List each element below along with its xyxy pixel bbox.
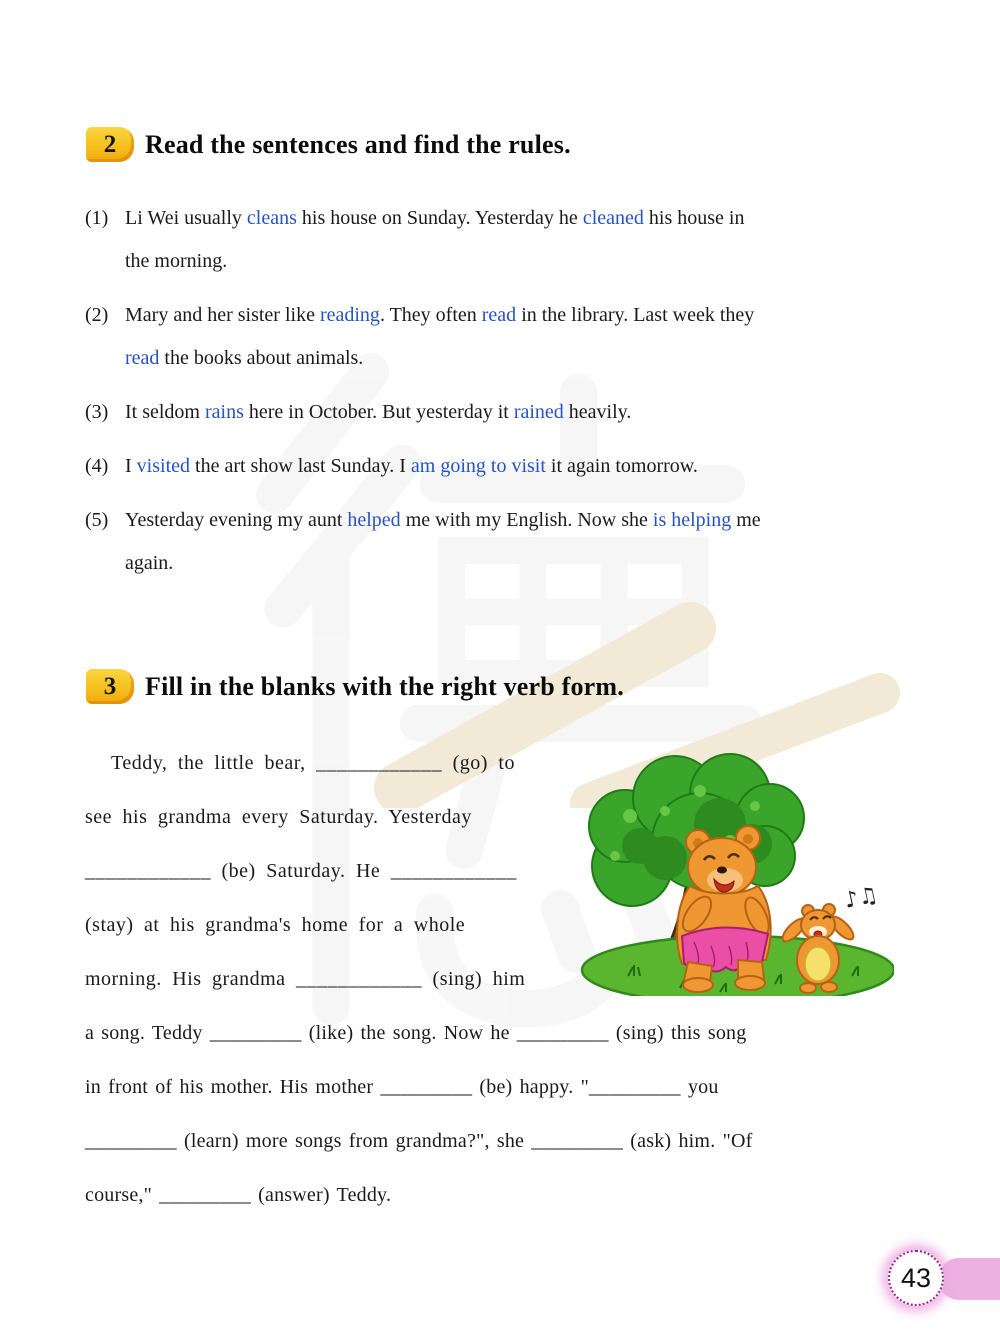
sentence-number: (5)	[85, 509, 109, 531]
page-number-circle: 43	[888, 1250, 944, 1306]
exercise2-header	[86, 127, 571, 162]
page-number-badge	[880, 1248, 1000, 1318]
sentence-number: (2)	[85, 304, 109, 326]
sentence-line: the morning.	[125, 250, 228, 272]
exercise2-number-badge: 2	[86, 127, 134, 162]
sentence-item	[85, 499, 930, 585]
exercise3-number-badge: 3	[86, 669, 134, 704]
illustration-bears	[570, 746, 894, 996]
paragraph-line: morning. His grandma ____________ (sing) him	[85, 968, 526, 990]
sentence-number: (1)	[85, 207, 109, 229]
sentence-list	[85, 197, 930, 596]
sentence-item	[85, 445, 930, 488]
sentence-item	[85, 391, 930, 434]
sentence-line: read the books about animals.	[125, 347, 364, 369]
sentence-number: (3)	[85, 401, 109, 423]
exercise3-header	[86, 669, 624, 704]
exercise2-title: Read the sentences and find the rules.	[145, 129, 571, 159]
sentence-number: (4)	[85, 455, 109, 477]
sentence-line: Li Wei usually cleans his house on Sunday. Yesterday he cleaned his house in	[125, 207, 745, 229]
paragraph-line: in front of his mother. His mother _________ (be) happy. "_________ you	[85, 1076, 719, 1098]
sentence-line: Mary and her sister like reading. They often read in the library. Last week they	[125, 304, 755, 326]
paragraph-line: _________ (learn) more songs from grandma?", she _________ (ask) him. "Of	[85, 1130, 753, 1152]
paragraph-line: Teddy, the little bear, ____________ (go) to	[111, 752, 515, 774]
paragraph-line: ____________ (be) Saturday. He ____________	[85, 860, 517, 882]
paragraph-line: course," _________ (answer) Teddy.	[85, 1184, 392, 1206]
page-number-bar	[938, 1258, 1000, 1300]
sentence-item	[85, 197, 930, 283]
sentence-item	[85, 294, 930, 380]
paragraph-line: see his grandma every Saturday. Yesterday	[85, 806, 472, 828]
music-notes-icon: ♪♫	[842, 882, 881, 914]
paragraph-line: a song. Teddy _________ (like) the song. Now he _________ (sing) this song	[85, 1022, 747, 1044]
sentence-line: It seldom rains here in October. But yesterday it rained heavily.	[125, 401, 632, 423]
sentence-line: Yesterday evening my aunt helped me with my English. Now she is helping me	[125, 509, 761, 531]
sentence-line: I visited the art show last Sunday. I am going to visit it again tomorrow.	[125, 455, 698, 477]
exercise3-title: Fill in the blanks with the right verb form.	[145, 671, 624, 701]
sentence-line: again.	[125, 552, 174, 574]
paragraph-line: (stay) at his grandma's home for a whole	[85, 914, 466, 936]
